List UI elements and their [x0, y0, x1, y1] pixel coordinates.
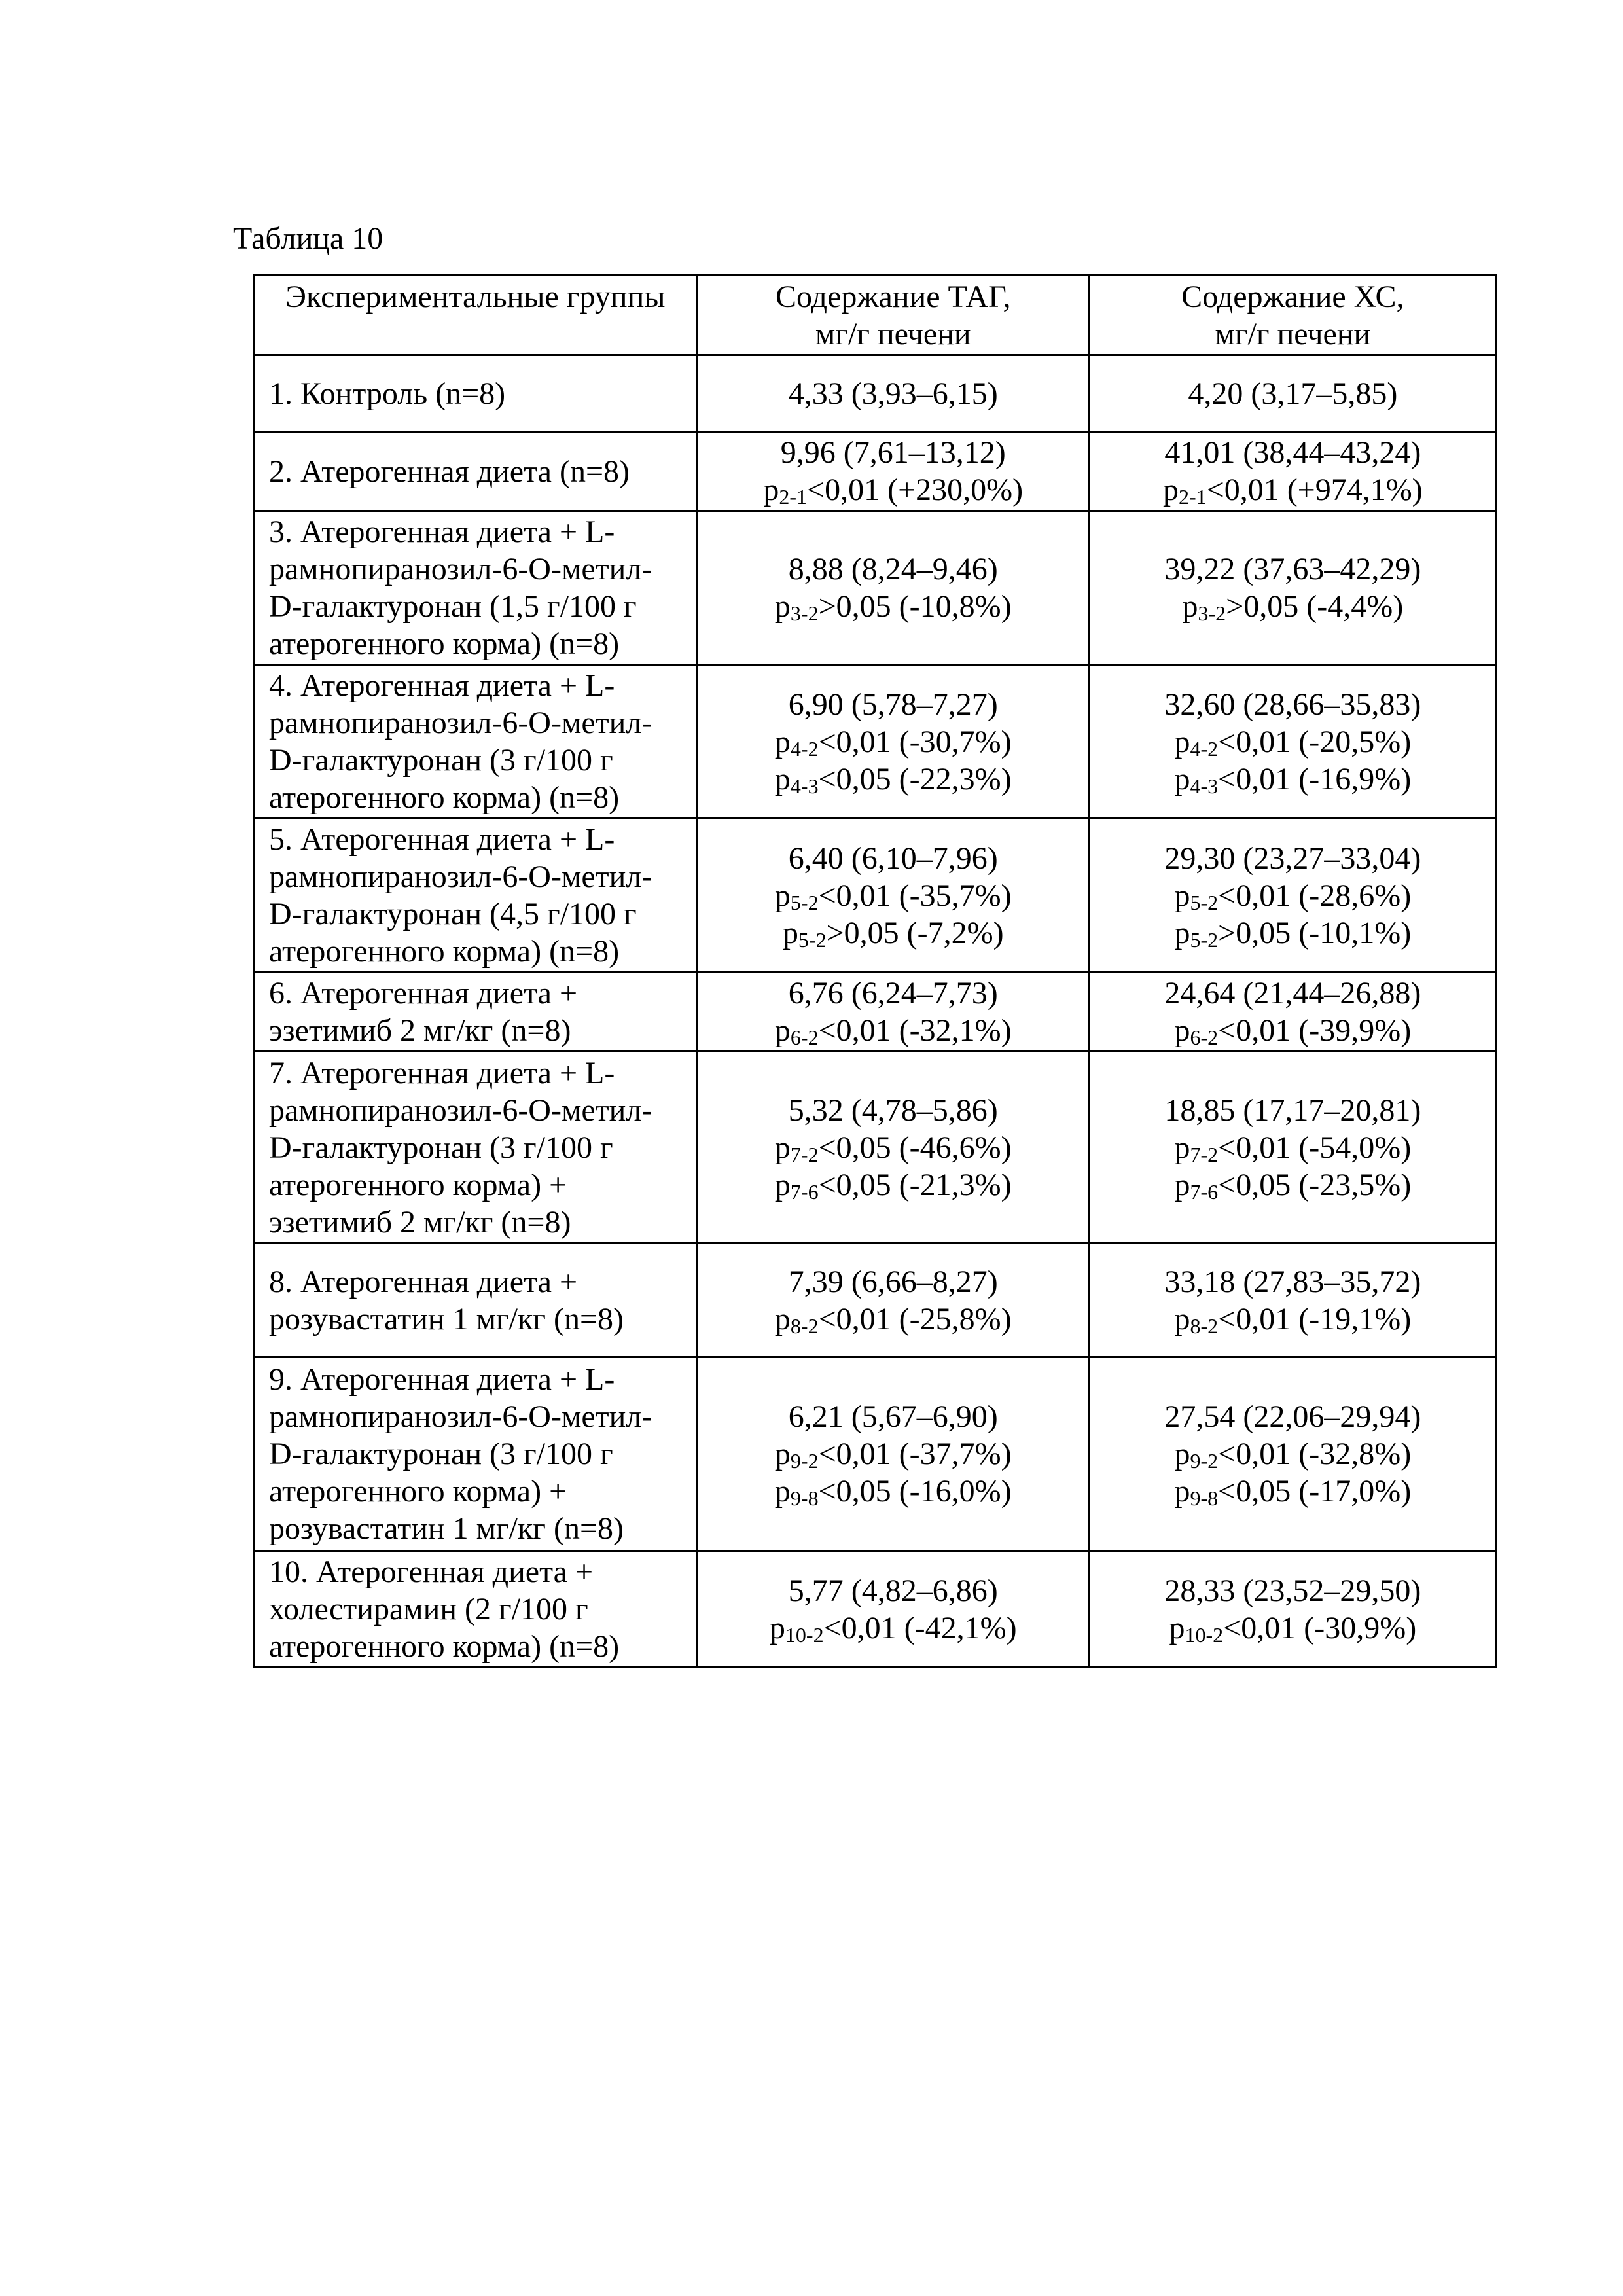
p-symbol: p — [1175, 725, 1190, 759]
xc-cell — [1089, 819, 1496, 973]
p-subscript: 8-2 — [1190, 1314, 1219, 1338]
tag-cell — [697, 1357, 1089, 1551]
tag-cell — [697, 355, 1089, 432]
p-comparison: <0,05 (-23,5%) — [1218, 1168, 1411, 1202]
table-body — [254, 275, 1497, 1668]
group-line: эзетимиб 2 мг/кг (n=8) — [269, 1012, 682, 1049]
p-value-line — [713, 877, 1074, 914]
group-line: розувастатин 1 мг/кг (n=8) — [269, 1510, 682, 1547]
value-text: 33,18 (27,83–35,72) — [1105, 1263, 1481, 1300]
tag-cell — [697, 665, 1089, 819]
p-symbol: p — [1183, 589, 1198, 624]
p-value-line — [1105, 588, 1481, 625]
group-line: 10. Атерогенная диета + — [269, 1553, 682, 1590]
tag-cell — [697, 432, 1089, 511]
p-symbol: p — [1175, 916, 1190, 950]
xc-cell — [1089, 1357, 1496, 1551]
xc-cell — [1089, 1551, 1496, 1668]
header-xc — [1089, 275, 1496, 355]
p-value-line — [713, 1435, 1074, 1473]
tag-cell — [697, 1052, 1089, 1244]
p-value-line — [713, 761, 1074, 798]
p-symbol: p — [1175, 1437, 1190, 1471]
value-text: 5,77 (4,82–6,86) — [713, 1572, 1074, 1609]
p-comparison: <0,01 (-32,8%) — [1218, 1437, 1411, 1471]
table-row — [254, 511, 1497, 665]
header-line: Содержание ТАГ, — [713, 278, 1074, 315]
table-row — [254, 1052, 1497, 1244]
p-subscript: 7-2 — [791, 1143, 819, 1166]
tag-cell — [697, 1551, 1089, 1668]
table-row — [254, 665, 1497, 819]
xc-cell — [1089, 432, 1496, 511]
p-subscript: 10-2 — [785, 1623, 824, 1647]
header-line: Экспериментальные группы — [269, 278, 682, 315]
p-value-line — [1105, 1609, 1481, 1647]
value-text: 8,88 (8,24–9,46) — [713, 550, 1074, 588]
xc-cell — [1089, 973, 1496, 1052]
group-line: атерогенного корма) + — [269, 1473, 682, 1510]
p-comparison: <0,01 (-37,7%) — [819, 1437, 1012, 1471]
p-comparison: <0,01 (-30,9%) — [1223, 1611, 1416, 1645]
p-comparison: <0,05 (-17,0%) — [1218, 1474, 1411, 1509]
results-table — [253, 274, 1497, 1668]
group-cell — [254, 819, 698, 973]
p-subscript: 4-2 — [1190, 737, 1219, 761]
p-symbol: p — [1175, 1130, 1190, 1165]
p-value-line — [713, 1012, 1074, 1049]
value-text: 6,40 (6,10–7,96) — [713, 840, 1074, 877]
group-line: атерогенного корма) (n=8) — [269, 1628, 682, 1665]
p-value-line — [1105, 1300, 1481, 1338]
p-comparison: >0,05 (-4,4%) — [1226, 589, 1403, 624]
table-row — [254, 432, 1497, 511]
group-cell — [254, 355, 698, 432]
p-subscript: 9-2 — [1190, 1449, 1219, 1473]
group-line: атерогенного корма) (n=8) — [269, 779, 682, 816]
p-value-line — [1105, 1435, 1481, 1473]
header-line: мг/г печени — [1105, 315, 1481, 353]
value-text: 5,32 (4,78–5,86) — [713, 1092, 1074, 1129]
table-row — [254, 1551, 1497, 1668]
group-cell — [254, 1357, 698, 1551]
p-symbol: p — [1169, 1611, 1185, 1645]
p-comparison: <0,01 (-30,7%) — [819, 725, 1012, 759]
group-line: D-галактуронан (3 г/100 г — [269, 1129, 682, 1166]
p-value-line — [713, 723, 1074, 761]
p-symbol: p — [775, 1168, 791, 1202]
p-symbol: p — [1175, 1474, 1190, 1509]
p-subscript: 5-2 — [798, 928, 827, 952]
group-line: розувастатин 1 мг/кг (n=8) — [269, 1300, 682, 1338]
p-subscript: 7-6 — [791, 1180, 819, 1204]
p-symbol: p — [783, 916, 798, 950]
tag-cell — [697, 511, 1089, 665]
p-symbol: p — [1175, 878, 1190, 913]
p-symbol: p — [775, 1474, 791, 1509]
p-value-line — [713, 1129, 1074, 1166]
header-tag — [697, 275, 1089, 355]
table-row — [254, 1357, 1497, 1551]
p-value-line — [713, 914, 1074, 952]
p-value-line — [713, 1166, 1074, 1204]
value-text: 9,96 (7,61–13,12) — [713, 434, 1074, 471]
group-line: рамнопиранозил-6-О-метил- — [269, 550, 682, 588]
p-value-line — [1105, 1166, 1481, 1204]
group-line: холестирамин (2 г/100 г — [269, 1590, 682, 1628]
value-text: 27,54 (22,06–29,94) — [1105, 1398, 1481, 1435]
p-value-line — [1105, 471, 1481, 509]
header-row — [254, 275, 1497, 355]
p-symbol: p — [763, 473, 779, 507]
p-comparison: <0,01 (-32,1%) — [819, 1013, 1012, 1048]
p-value-line — [713, 1300, 1074, 1338]
group-line: атерогенного корма) (n=8) — [269, 933, 682, 970]
p-symbol: p — [1175, 1013, 1190, 1048]
group-line: D-галактуронан (1,5 г/100 г — [269, 588, 682, 625]
group-cell — [254, 1052, 698, 1244]
value-text: 6,76 (6,24–7,73) — [713, 975, 1074, 1012]
p-comparison: <0,01 (+230,0%) — [807, 473, 1023, 507]
p-subscript: 9-2 — [791, 1449, 819, 1473]
p-symbol: p — [1163, 473, 1179, 507]
p-subscript: 5-2 — [791, 891, 819, 914]
p-comparison: <0,01 (-28,6%) — [1218, 878, 1411, 913]
p-subscript: 2-1 — [1179, 485, 1207, 509]
header-line: мг/г печени — [713, 315, 1074, 353]
p-comparison: <0,01 (-16,9%) — [1218, 762, 1411, 797]
group-line: рамнопиранозил-6-О-метил- — [269, 1398, 682, 1435]
p-comparison: <0,01 (-42,1%) — [824, 1611, 1017, 1645]
p-value-line — [1105, 1012, 1481, 1049]
group-line: 7. Атерогенная диета + L- — [269, 1054, 682, 1092]
xc-cell — [1089, 511, 1496, 665]
p-value-line — [713, 471, 1074, 509]
group-cell — [254, 665, 698, 819]
p-symbol: p — [775, 1302, 791, 1336]
p-comparison: <0,01 (+974,1%) — [1207, 473, 1423, 507]
p-value-line — [713, 1473, 1074, 1510]
p-subscript: 7-6 — [1190, 1180, 1219, 1204]
header-line: Содержание ХС, — [1105, 278, 1481, 315]
p-subscript: 5-2 — [1190, 928, 1219, 952]
value-text: 28,33 (23,52–29,50) — [1105, 1572, 1481, 1609]
value-text: 41,01 (38,44–43,24) — [1105, 434, 1481, 471]
value-text: 6,90 (5,78–7,27) — [713, 686, 1074, 723]
p-symbol: p — [775, 1013, 791, 1048]
p-subscript: 8-2 — [791, 1314, 819, 1338]
p-symbol: p — [775, 589, 791, 624]
p-value-line — [1105, 723, 1481, 761]
tag-cell — [697, 1244, 1089, 1357]
p-subscript: 6-2 — [1190, 1026, 1219, 1049]
p-comparison: <0,01 (-54,0%) — [1218, 1130, 1411, 1165]
value-text: 24,64 (21,44–26,88) — [1105, 975, 1481, 1012]
xc-cell — [1089, 355, 1496, 432]
p-value-line — [713, 1609, 1074, 1647]
p-subscript: 7-2 — [1190, 1143, 1219, 1166]
group-cell — [254, 1244, 698, 1357]
table-row — [254, 973, 1497, 1052]
p-comparison: <0,01 (-20,5%) — [1218, 725, 1411, 759]
value-text: 4,20 (3,17–5,85) — [1105, 375, 1481, 412]
p-value-line — [1105, 914, 1481, 952]
table-row — [254, 819, 1497, 973]
p-subscript: 9-8 — [1190, 1486, 1219, 1510]
tag-cell — [697, 819, 1089, 973]
p-value-line — [713, 588, 1074, 625]
group-cell — [254, 432, 698, 511]
p-comparison: <0,01 (-19,1%) — [1218, 1302, 1411, 1336]
p-value-line — [1105, 1473, 1481, 1510]
table-row — [254, 1244, 1497, 1357]
p-comparison: >0,05 (-7,2%) — [827, 916, 1004, 950]
p-subscript: 5-2 — [1190, 891, 1219, 914]
p-subscript: 4-2 — [791, 737, 819, 761]
p-comparison: >0,05 (-10,1%) — [1218, 916, 1411, 950]
p-value-line — [1105, 761, 1481, 798]
group-line: 1. Контроль (n=8) — [269, 375, 682, 412]
p-comparison: <0,05 (-46,6%) — [819, 1130, 1012, 1165]
group-cell — [254, 511, 698, 665]
p-subscript: 10-2 — [1185, 1623, 1224, 1647]
p-comparison: <0,01 (-35,7%) — [819, 878, 1012, 913]
p-symbol: p — [1175, 762, 1190, 797]
group-line: 9. Атерогенная диета + L- — [269, 1361, 682, 1398]
header-groups — [254, 275, 698, 355]
group-line: атерогенного корма) + — [269, 1166, 682, 1204]
group-line: 3. Атерогенная диета + L- — [269, 513, 682, 550]
p-subscript: 4-3 — [791, 774, 819, 798]
p-subscript: 6-2 — [791, 1026, 819, 1049]
value-text: 4,33 (3,93–6,15) — [713, 375, 1074, 412]
p-subscript: 9-8 — [791, 1486, 819, 1510]
p-symbol: p — [775, 762, 791, 797]
p-comparison: <0,01 (-39,9%) — [1218, 1013, 1411, 1048]
p-comparison: >0,05 (-10,8%) — [819, 589, 1012, 624]
value-text: 32,60 (28,66–35,83) — [1105, 686, 1481, 723]
p-comparison: <0,05 (-21,3%) — [819, 1168, 1012, 1202]
p-symbol: p — [775, 1130, 791, 1165]
group-cell — [254, 973, 698, 1052]
value-text: 29,30 (23,27–33,04) — [1105, 840, 1481, 877]
group-line: D-галактуронан (3 г/100 г — [269, 742, 682, 779]
group-line: 5. Атерогенная диета + L- — [269, 821, 682, 858]
p-value-line — [1105, 877, 1481, 914]
group-line: эзетимиб 2 мг/кг (n=8) — [269, 1204, 682, 1241]
group-line: рамнопиранозил-6-О-метил- — [269, 858, 682, 895]
group-line: рамнопиранозил-6-О-метил- — [269, 704, 682, 742]
p-subscript: 4-3 — [1190, 774, 1219, 798]
xc-cell — [1089, 665, 1496, 819]
p-comparison: <0,05 (-16,0%) — [819, 1474, 1012, 1509]
xc-cell — [1089, 1052, 1496, 1244]
group-cell — [254, 1551, 698, 1668]
table-row — [254, 355, 1497, 432]
group-line: 4. Атерогенная диета + L- — [269, 667, 682, 704]
value-text: 7,39 (6,66–8,27) — [713, 1263, 1074, 1300]
xc-cell — [1089, 1244, 1496, 1357]
group-line: рамнопиранозил-6-О-метил- — [269, 1092, 682, 1129]
group-line: 8. Атерогенная диета + — [269, 1263, 682, 1300]
value-text: 18,85 (17,17–20,81) — [1105, 1092, 1481, 1129]
p-symbol: p — [775, 1437, 791, 1471]
p-symbol: p — [1175, 1302, 1190, 1336]
p-subscript: 3-2 — [791, 601, 819, 625]
p-subscript: 2-1 — [779, 485, 807, 509]
p-comparison: <0,01 (-25,8%) — [819, 1302, 1012, 1336]
p-symbol: p — [1175, 1168, 1190, 1202]
p-comparison: <0,05 (-22,3%) — [819, 762, 1012, 797]
p-symbol: p — [770, 1611, 785, 1645]
table-caption: Таблица 10 — [233, 219, 383, 259]
group-line: 2. Атерогенная диета (n=8) — [269, 453, 682, 490]
group-line: 6. Атерогенная диета + — [269, 975, 682, 1012]
value-text: 6,21 (5,67–6,90) — [713, 1398, 1074, 1435]
p-subscript: 3-2 — [1198, 601, 1226, 625]
group-line: D-галактуронан (4,5 г/100 г — [269, 895, 682, 933]
group-line: атерогенного корма) (n=8) — [269, 625, 682, 662]
p-symbol: p — [775, 725, 791, 759]
tag-cell — [697, 973, 1089, 1052]
p-symbol: p — [775, 878, 791, 913]
group-line: D-галактуронан (3 г/100 г — [269, 1435, 682, 1473]
value-text: 39,22 (37,63–42,29) — [1105, 550, 1481, 588]
p-value-line — [1105, 1129, 1481, 1166]
